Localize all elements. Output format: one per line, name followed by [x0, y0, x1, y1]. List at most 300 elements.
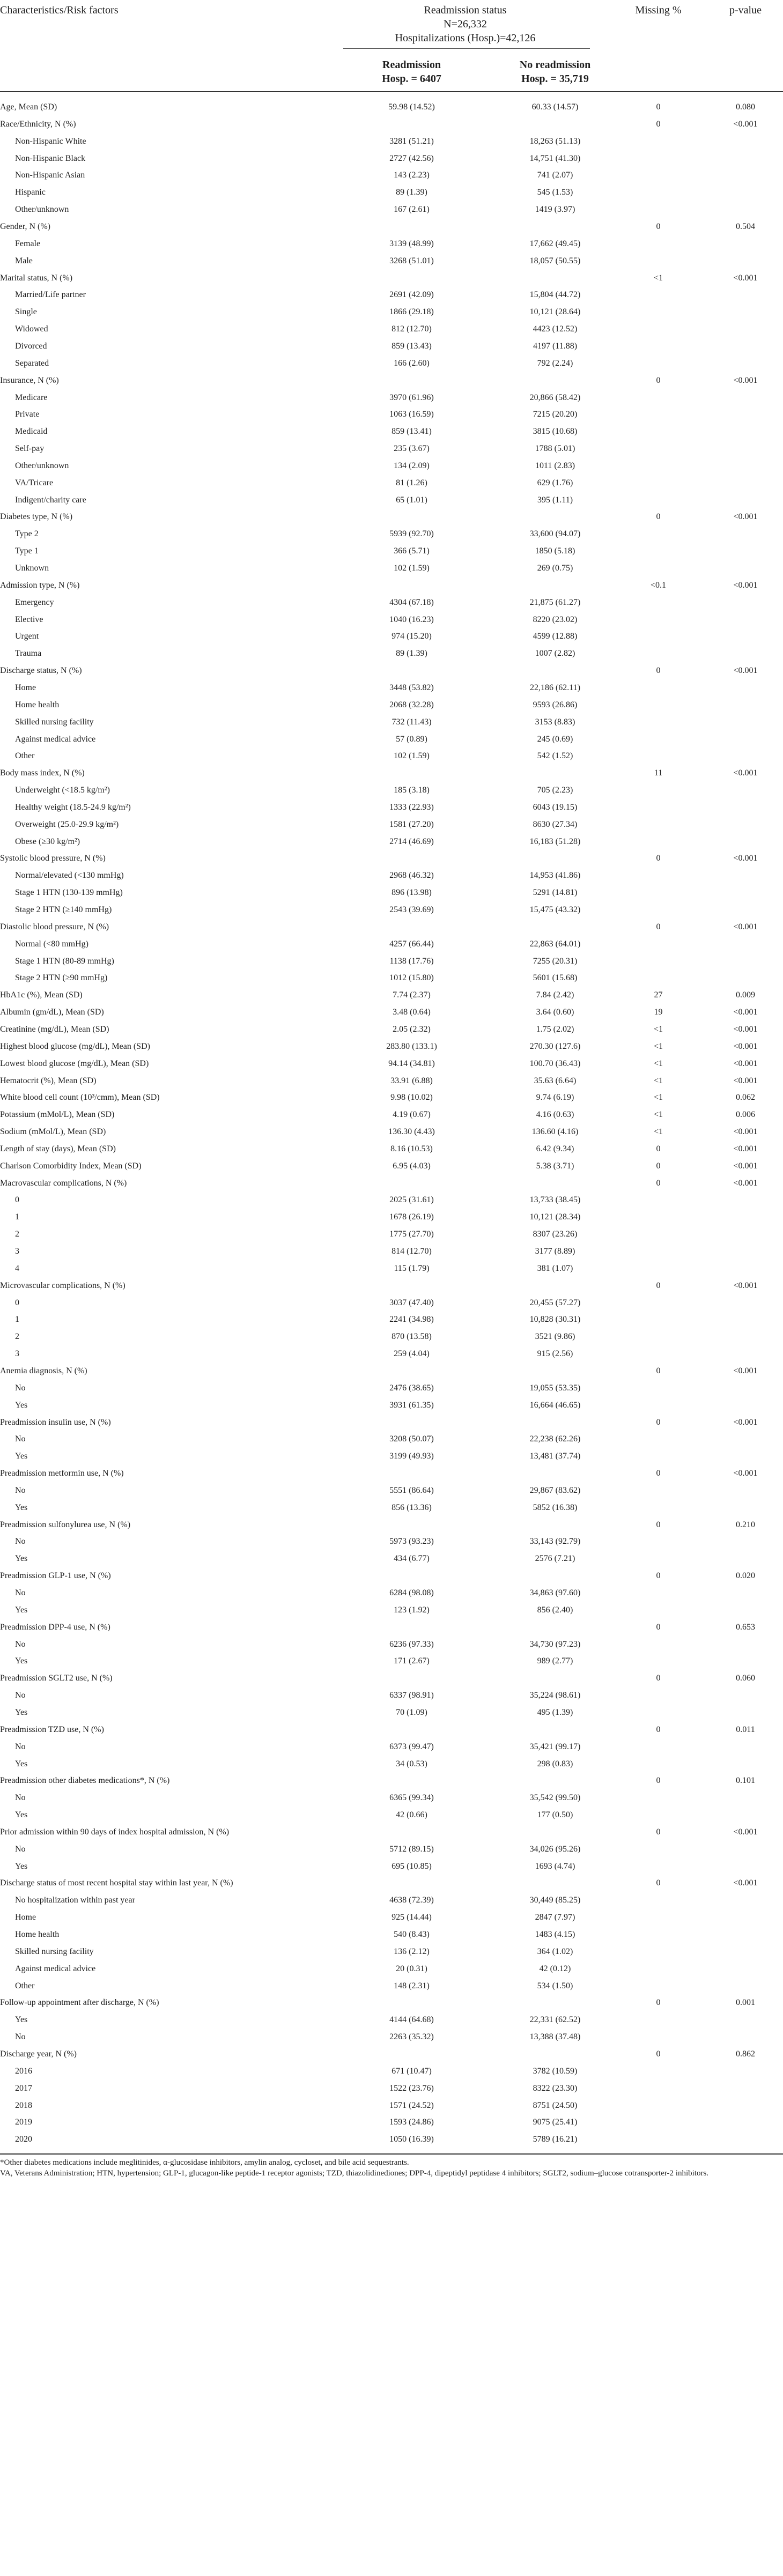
sub-header-no-readmission: No readmission: [519, 59, 591, 71]
row-label: Insurance, N (%): [0, 375, 59, 385]
row-pvalue: <0.001: [733, 1878, 758, 1888]
row-pvalue: <0.001: [733, 1178, 758, 1188]
row-readmission-value: 235 (3.67): [394, 444, 430, 453]
row-sub-label: No: [15, 1639, 26, 1649]
row-readmission-value: 4304 (67.18): [389, 597, 434, 607]
row-missing-value: 0: [656, 1674, 661, 1683]
row-missing-value: 0: [656, 1178, 661, 1188]
row-no-readmission-value: 856 (2.40): [537, 1605, 573, 1615]
row-label: Prior admission within 90 days of index hospital admission, N (%): [0, 1827, 230, 1837]
row-readmission-value: 34 (0.53): [396, 1759, 427, 1768]
row-no-readmission-value: 100.70 (36.43): [529, 1058, 581, 1068]
row-pvalue: <0.001: [733, 375, 758, 385]
row-no-readmission-value: 534 (1.50): [537, 1981, 573, 1990]
row-pvalue: 0.080: [736, 102, 755, 112]
col-header-status-line3: Hospitalizations (Hosp.)=42,126: [395, 32, 536, 44]
row-readmission-value: 859 (13.43): [392, 341, 432, 351]
row-no-readmission-value: 3153 (8.83): [535, 717, 575, 727]
row-readmission-value: 2263 (35.32): [389, 2032, 434, 2042]
sub-header-readmission: Readmission: [382, 59, 441, 71]
row-sub-label: 2020: [15, 2135, 32, 2144]
row-sub-label: Home: [15, 1913, 36, 1922]
row-sub-label: No: [15, 1485, 26, 1495]
row-no-readmission-value: 20,866 (58.42): [529, 393, 581, 402]
row-readmission-value: 2543 (39.69): [389, 905, 434, 914]
row-sub-label: Urgent: [15, 632, 39, 641]
row-readmission-value: 2727 (42.56): [389, 153, 434, 163]
row-pvalue: <0.001: [733, 666, 758, 675]
row-sub-label: Stage 1 HTN (80-89 mmHg): [15, 956, 114, 966]
row-pvalue: 0.009: [736, 990, 755, 1000]
row-readmission-value: 1775 (27.70): [389, 1230, 434, 1239]
row-no-readmission-value: 29,867 (83.62): [529, 1485, 581, 1495]
row-no-readmission-value: 21,875 (61.27): [529, 597, 581, 607]
row-sub-label: 4: [15, 1263, 19, 1273]
row-no-readmission-value: 15,475 (43.32): [529, 905, 581, 914]
row-no-readmission-value: 13,733 (38.45): [529, 1195, 581, 1205]
row-sub-label: Married/Life partner: [15, 290, 86, 300]
row-no-readmission-value: 15,804 (44.72): [529, 290, 581, 300]
row-no-readmission-value: 542 (1.52): [537, 751, 573, 761]
row-label: Preadmission GLP-1 use, N (%): [0, 1571, 111, 1581]
row-readmission-value: 856 (13.36): [392, 1502, 432, 1512]
row-missing-value: <1: [653, 273, 663, 283]
row-label: Sodium (mMol/L), Mean (SD): [0, 1127, 106, 1136]
row-readmission-value: 1581 (27.20): [389, 819, 434, 829]
row-no-readmission-value: 5601 (15.68): [533, 973, 578, 983]
row-no-readmission-value: 269 (0.75): [537, 564, 573, 573]
row-no-readmission-value: 2847 (7.97): [535, 1913, 575, 1922]
row-sub-label: Yes: [15, 1759, 28, 1768]
row-readmission-value: 1866 (29.18): [389, 307, 434, 317]
row-missing-value: 0: [656, 1827, 661, 1837]
row-sub-label: Normal (<80 mmHg): [15, 939, 88, 949]
row-readmission-value: 540 (8.43): [394, 1930, 430, 1939]
row-readmission-value: 2476 (38.65): [389, 1383, 434, 1393]
row-label: Highest blood glucose (mg/dL), Mean (SD): [0, 1041, 150, 1051]
row-readmission-value: 5973 (93.23): [389, 1537, 434, 1546]
row-no-readmission-value: 8307 (23.26): [533, 1230, 578, 1239]
row-no-readmission-value: 8322 (23.30): [533, 2083, 578, 2093]
row-sub-label: Non-Hispanic White: [15, 136, 86, 146]
row-no-readmission-value: 22,331 (62.52): [529, 2015, 581, 2025]
col-header-pvalue: p-value: [729, 4, 762, 16]
row-sub-label: Elective: [15, 615, 43, 624]
row-sub-label: Home health: [15, 1930, 60, 1939]
row-readmission-value: 8.16 (10.53): [390, 1144, 433, 1153]
row-no-readmission-value: 1788 (5.01): [535, 444, 575, 453]
row-readmission-value: 2.05 (2.32): [393, 1024, 431, 1034]
row-missing-value: <1: [653, 1076, 663, 1085]
row-sub-label: Medicare: [15, 393, 48, 402]
row-readmission-value: 70 (1.09): [396, 1707, 427, 1717]
row-no-readmission-value: 18,057 (50.55): [529, 256, 581, 265]
row-sub-label: Overweight (25.0-29.9 kg/m²): [15, 819, 119, 829]
row-no-readmission-value: 35,542 (99.50): [529, 1793, 581, 1803]
row-label: Age, Mean (SD): [0, 102, 57, 112]
row-pvalue: <0.001: [733, 1280, 758, 1290]
row-no-readmission-value: 34,730 (97.23): [529, 1639, 581, 1649]
row-missing-value: 0: [656, 1366, 661, 1375]
row-readmission-value: 1571 (24.52): [389, 2100, 434, 2110]
row-missing-value: 0: [656, 1776, 661, 1786]
col-header-missing: Missing %: [635, 4, 682, 16]
row-pvalue: 0.060: [736, 1674, 755, 1683]
row-no-readmission-value: 3815 (10.68): [533, 427, 578, 436]
row-pvalue: <0.001: [733, 1827, 758, 1837]
row-readmission-value: 974 (15.20): [392, 632, 432, 641]
row-no-readmission-value: 7.84 (2.42): [536, 990, 574, 1000]
row-sub-label: Trauma: [15, 649, 42, 658]
row-readmission-value: 134 (2.09): [394, 461, 430, 470]
row-pvalue: 0.101: [736, 1776, 755, 1786]
row-sub-label: Single: [15, 307, 37, 317]
row-sub-label: 2: [15, 1230, 19, 1239]
row-readmission-value: 6373 (99.47): [389, 1742, 434, 1751]
row-label: Systolic blood pressure, N (%): [0, 854, 106, 863]
row-readmission-value: 3970 (61.96): [389, 393, 434, 402]
row-no-readmission-value: 30,449 (85.25): [529, 1896, 581, 1905]
row-readmission-value: 6365 (99.34): [389, 1793, 434, 1803]
row-pvalue: 0.020: [736, 1571, 755, 1581]
row-label: Albumin (gm/dL), Mean (SD): [0, 1008, 104, 1017]
row-readmission-value: 166 (2.60): [394, 358, 430, 368]
row-no-readmission-value: 7215 (20.20): [533, 410, 578, 419]
row-no-readmission-value: 20,455 (57.27): [529, 1298, 581, 1307]
row-pvalue: 0.210: [736, 1520, 755, 1529]
row-label: Preadmission insulin use, N (%): [0, 1417, 111, 1427]
row-label: Preadmission DPP-4 use, N (%): [0, 1622, 110, 1632]
row-readmission-value: 4257 (66.44): [389, 939, 434, 949]
row-sub-label: Separated: [15, 358, 49, 368]
row-no-readmission-value: 545 (1.53): [537, 188, 573, 197]
row-readmission-value: 102 (1.59): [394, 751, 430, 761]
row-readmission-value: 20 (0.31): [396, 1964, 427, 1973]
row-readmission-value: 136 (2.12): [394, 1946, 430, 1956]
row-missing-value: 0: [656, 1520, 661, 1529]
row-readmission-value: 6236 (97.33): [389, 1639, 434, 1649]
row-pvalue: <0.001: [733, 1161, 758, 1171]
row-no-readmission-value: 5852 (16.38): [533, 1502, 578, 1512]
row-no-readmission-value: 915 (2.56): [537, 1349, 573, 1359]
row-sub-label: No: [15, 1742, 26, 1751]
sub-header-readmission-n: Hosp. = 6407: [382, 73, 441, 85]
row-pvalue: <0.001: [733, 854, 758, 863]
row-no-readmission-value: 34,026 (95.26): [529, 1844, 581, 1854]
row-sub-label: Yes: [15, 1502, 28, 1512]
row-no-readmission-value: 3.64 (0.60): [536, 1008, 574, 1017]
row-readmission-value: 5939 (92.70): [389, 529, 434, 539]
row-pvalue: <0.001: [733, 119, 758, 129]
row-no-readmission-value: 629 (1.76): [537, 478, 573, 487]
row-sub-label: No: [15, 2032, 26, 2042]
row-no-readmission-value: 364 (1.02): [537, 1946, 573, 1956]
row-no-readmission-value: 6043 (19.15): [533, 802, 578, 812]
row-label: Preadmission metformin use, N (%): [0, 1469, 124, 1478]
row-pvalue: <0.001: [733, 1469, 758, 1478]
row-readmission-value: 3208 (50.07): [389, 1434, 434, 1444]
row-no-readmission-value: 35.63 (6.64): [534, 1076, 577, 1085]
footnote-abbreviations: VA, Veterans Administration; HTN, hypertension; GLP-1, glucagon-like peptide-1 receptor agonists; TZD, thiazolidinediones; DPP-4, dipeptidyl peptidase 4 inhibitors; SGLT2, sodium–glucose cotransporter-2 inhibitors.: [0, 2169, 709, 2178]
row-no-readmission-value: 34,863 (97.60): [529, 1588, 581, 1597]
row-label: Body mass index, N (%): [0, 768, 85, 778]
row-readmission-value: 1040 (16.23): [389, 615, 434, 624]
row-missing-value: 0: [656, 666, 661, 675]
col-header-status-line2: N=26,332: [444, 18, 487, 30]
row-missing-value: <1: [653, 1093, 663, 1102]
row-label: Lowest blood glucose (mg/dL), Mean (SD): [0, 1058, 149, 1068]
row-sub-label: Yes: [15, 1554, 28, 1564]
row-readmission-value: 3281 (51.21): [389, 136, 434, 146]
row-no-readmission-value: 16,664 (46.65): [529, 1400, 581, 1410]
row-no-readmission-value: 35,421 (99.17): [529, 1742, 581, 1751]
row-no-readmission-value: 22,238 (62.26): [529, 1434, 581, 1444]
row-sub-label: Unknown: [15, 564, 49, 573]
row-label: Preadmission TZD use, N (%): [0, 1724, 104, 1734]
row-pvalue: <0.001: [733, 1024, 758, 1034]
row-missing-value: <0.1: [650, 580, 667, 590]
row-readmission-value: 4144 (64.68): [389, 2015, 434, 2025]
row-missing-value: 0: [656, 2049, 661, 2059]
row-sub-label: 2016: [15, 2066, 32, 2076]
row-sub-label: 3: [15, 1247, 19, 1256]
row-missing-value: <1: [653, 1058, 663, 1068]
row-readmission-value: 89 (1.39): [396, 649, 427, 658]
row-no-readmission-value: 495 (1.39): [537, 1707, 573, 1717]
row-pvalue: 0.653: [736, 1622, 755, 1632]
row-readmission-value: 870 (13.58): [392, 1332, 432, 1342]
row-readmission-value: 259 (4.04): [394, 1349, 430, 1359]
row-readmission-value: 3448 (53.82): [389, 683, 434, 692]
row-no-readmission-value: 1007 (2.82): [535, 649, 575, 658]
row-readmission-value: 1593 (24.86): [389, 2118, 434, 2127]
row-missing-value: 0: [656, 512, 661, 522]
row-sub-label: No: [15, 1537, 26, 1546]
row-sub-label: Medicaid: [15, 427, 48, 436]
row-no-readmission-value: 1419 (3.97): [535, 205, 575, 214]
row-label: Preadmission other diabetes medications*, N (%): [0, 1776, 170, 1786]
row-readmission-value: 896 (13.98): [392, 888, 432, 898]
row-readmission-value: 167 (2.61): [394, 205, 430, 214]
row-missing-value: <1: [653, 1127, 663, 1136]
row-sub-label: VA/Tricare: [15, 478, 54, 487]
row-readmission-value: 94.14 (34.81): [388, 1058, 435, 1068]
row-readmission-value: 2025 (31.61): [389, 1195, 434, 1205]
row-readmission-value: 7.74 (2.37): [393, 990, 431, 1000]
row-sub-label: No: [15, 1434, 26, 1444]
row-readmission-value: 812 (12.70): [392, 324, 432, 334]
row-label: Potassium (mMol/L), Mean (SD): [0, 1110, 115, 1120]
row-missing-value: 0: [656, 1571, 661, 1581]
row-pvalue: 0.006: [736, 1110, 755, 1120]
row-sub-label: No: [15, 1691, 26, 1700]
row-sub-label: Divorced: [15, 341, 47, 351]
row-sub-label: Yes: [15, 1452, 28, 1461]
row-readmission-value: 1063 (16.59): [389, 410, 434, 419]
row-no-readmission-value: 9593 (26.86): [533, 700, 578, 709]
row-sub-label: Home: [15, 683, 36, 692]
row-missing-value: 0: [656, 854, 661, 863]
row-readmission-value: 57 (0.89): [396, 734, 427, 744]
row-readmission-value: 2691 (42.09): [389, 290, 434, 300]
row-no-readmission-value: 8751 (24.50): [533, 2100, 578, 2110]
row-readmission-value: 1050 (16.39): [389, 2135, 434, 2144]
row-no-readmission-value: 4599 (12.88): [533, 632, 578, 641]
row-label: Race/Ethnicity, N (%): [0, 119, 76, 129]
row-no-readmission-value: 381 (1.07): [537, 1263, 573, 1273]
row-readmission-value: 1522 (23.76): [389, 2083, 434, 2093]
row-label: Follow-up appointment after discharge, N (%): [0, 1998, 159, 2008]
row-missing-value: 27: [654, 990, 663, 1000]
row-label: Discharge year, N (%): [0, 2049, 77, 2059]
row-sub-label: Indigent/charity care: [15, 495, 86, 505]
row-label: Discharge status, N (%): [0, 666, 82, 675]
col-header-characteristics: Characteristics/Risk factors: [0, 4, 119, 16]
row-sub-label: Type 1: [15, 546, 39, 556]
row-sub-label: Widowed: [15, 324, 48, 334]
row-sub-label: Yes: [15, 1707, 28, 1717]
row-sub-label: Other: [15, 751, 35, 761]
row-readmission-value: 59.98 (14.52): [388, 102, 435, 112]
row-no-readmission-value: 10,121 (28.64): [529, 307, 581, 317]
row-readmission-value: 1012 (15.80): [389, 973, 434, 983]
row-no-readmission-value: 1693 (4.74): [535, 1861, 575, 1871]
row-sub-label: 2: [15, 1332, 19, 1342]
row-sub-label: Yes: [15, 2015, 28, 2025]
row-sub-label: Healthy weight (18.5-24.9 kg/m²): [15, 802, 131, 812]
row-sub-label: 0: [15, 1195, 19, 1205]
row-no-readmission-value: 3782 (10.59): [533, 2066, 578, 2076]
row-no-readmission-value: 4423 (12.52): [533, 324, 578, 334]
row-no-readmission-value: 1483 (4.15): [535, 1930, 575, 1939]
row-missing-value: 0: [656, 1417, 661, 1427]
row-no-readmission-value: 13,481 (37.74): [529, 1452, 581, 1461]
row-missing-value: 11: [654, 768, 663, 778]
row-sub-label: Hispanic: [15, 188, 46, 197]
row-sub-label: 2017: [15, 2083, 32, 2093]
row-sub-label: 1: [15, 1315, 19, 1324]
row-no-readmission-value: 6.42 (9.34): [536, 1144, 574, 1153]
row-missing-value: <1: [653, 1041, 663, 1051]
row-pvalue: <0.001: [733, 1144, 758, 1153]
row-pvalue: <0.001: [733, 1076, 758, 1085]
row-label: Marital status, N (%): [0, 273, 73, 283]
row-sub-label: 2018: [15, 2100, 32, 2110]
row-no-readmission-value: 177 (0.50): [537, 1810, 573, 1819]
row-readmission-value: 814 (12.70): [392, 1247, 432, 1256]
row-no-readmission-value: 1850 (5.18): [535, 546, 575, 556]
row-sub-label: No: [15, 1383, 26, 1393]
row-readmission-value: 115 (1.79): [394, 1263, 430, 1273]
col-header-status-line1: Readmission status: [424, 4, 507, 16]
row-sub-label: No: [15, 1588, 26, 1597]
row-readmission-value: 3037 (47.40): [389, 1298, 434, 1307]
row-sub-label: Skilled nursing facility: [15, 717, 94, 727]
row-sub-label: Against medical advice: [15, 734, 96, 744]
row-readmission-value: 33.91 (6.88): [390, 1076, 433, 1085]
row-readmission-value: 2241 (34.98): [389, 1315, 434, 1324]
row-missing-value: <1: [653, 1110, 663, 1120]
row-no-readmission-value: 4.16 (0.63): [536, 1110, 574, 1120]
row-pvalue: 0.504: [736, 222, 755, 231]
row-sub-label: Yes: [15, 1400, 28, 1410]
row-readmission-value: 3139 (48.99): [389, 239, 434, 248]
row-pvalue: <0.001: [733, 1366, 758, 1375]
row-no-readmission-value: 298 (0.83): [537, 1759, 573, 1768]
row-sub-label: Underweight (<18.5 kg/m²): [15, 786, 110, 795]
sub-header-no-readmission-n: Hosp. = 35,719: [521, 73, 589, 85]
row-readmission-value: 2968 (46.32): [389, 871, 434, 880]
row-readmission-value: 3.48 (0.64): [393, 1008, 431, 1017]
row-pvalue: <0.001: [733, 1058, 758, 1068]
row-no-readmission-value: 22,863 (64.01): [529, 939, 581, 949]
row-no-readmission-value: 18,263 (51.13): [529, 136, 581, 146]
row-no-readmission-value: 2576 (7.21): [535, 1554, 575, 1564]
row-sub-label: Skilled nursing facility: [15, 1946, 94, 1956]
row-no-readmission-value: 13,388 (37.48): [529, 2032, 581, 2042]
row-pvalue: <0.001: [733, 1008, 758, 1017]
row-readmission-value: 366 (5.71): [394, 546, 430, 556]
row-label: Preadmission SGLT2 use, N (%): [0, 1674, 113, 1683]
row-sub-label: Emergency: [15, 597, 54, 607]
row-sub-label: No hospitalization within past year: [15, 1896, 135, 1905]
row-no-readmission-value: 792 (2.24): [537, 358, 573, 368]
header-rule: [0, 91, 783, 92]
row-readmission-value: 3931 (61.35): [389, 1400, 434, 1410]
row-readmission-value: 5712 (89.15): [389, 1844, 434, 1854]
row-no-readmission-value: 16,183 (51.28): [529, 837, 581, 846]
row-sub-label: Yes: [15, 1861, 28, 1871]
row-readmission-value: 2714 (46.69): [389, 837, 434, 846]
row-readmission-value: 4.19 (0.67): [393, 1110, 431, 1120]
row-readmission-value: 123 (1.92): [394, 1605, 430, 1615]
row-pvalue: 0.011: [736, 1724, 755, 1734]
row-no-readmission-value: 1011 (2.83): [535, 461, 575, 470]
row-sub-label: Against medical advice: [15, 1964, 96, 1973]
row-sub-label: 2019: [15, 2118, 32, 2127]
row-no-readmission-value: 14,953 (41.86): [529, 871, 581, 880]
row-pvalue: <0.001: [733, 1041, 758, 1051]
row-no-readmission-value: 8630 (27.34): [533, 819, 578, 829]
row-label: Preadmission sulfonylurea use, N (%): [0, 1520, 131, 1529]
row-no-readmission-value: 10,828 (30.31): [529, 1315, 581, 1324]
row-readmission-value: 148 (2.31): [394, 1981, 430, 1990]
row-no-readmission-value: 17,662 (49.45): [529, 239, 581, 248]
row-readmission-value: 4638 (72.39): [389, 1896, 434, 1905]
row-pvalue: <0.001: [733, 922, 758, 931]
row-missing-value: 0: [656, 1144, 661, 1153]
row-sub-label: Non-Hispanic Asian: [15, 171, 85, 180]
row-no-readmission-value: 136.60 (4.16): [531, 1127, 579, 1136]
row-readmission-value: 3199 (49.93): [389, 1452, 434, 1461]
row-missing-value: 0: [656, 1998, 661, 2008]
header-divider: [343, 48, 590, 49]
row-readmission-value: 171 (2.67): [394, 1656, 430, 1666]
row-missing-value: 19: [654, 1008, 663, 1017]
row-no-readmission-value: 3177 (8.89): [535, 1247, 575, 1256]
row-sub-label: Obese (≥30 kg/m²): [15, 837, 80, 846]
row-label: Hematocrit (%), Mean (SD): [0, 1076, 97, 1085]
row-no-readmission-value: 5789 (16.21): [533, 2135, 578, 2144]
row-missing-value: 0: [656, 1878, 661, 1888]
row-no-readmission-value: 14,751 (41.30): [529, 153, 581, 163]
row-readmission-value: 185 (3.18): [394, 786, 430, 795]
row-missing-value: 0: [656, 922, 661, 931]
row-label: Admission type, N (%): [0, 580, 80, 590]
row-label: Length of stay (days), Mean (SD): [0, 1144, 116, 1153]
row-pvalue: <0.001: [733, 1417, 758, 1427]
row-no-readmission-value: 33,600 (94.07): [529, 529, 581, 539]
